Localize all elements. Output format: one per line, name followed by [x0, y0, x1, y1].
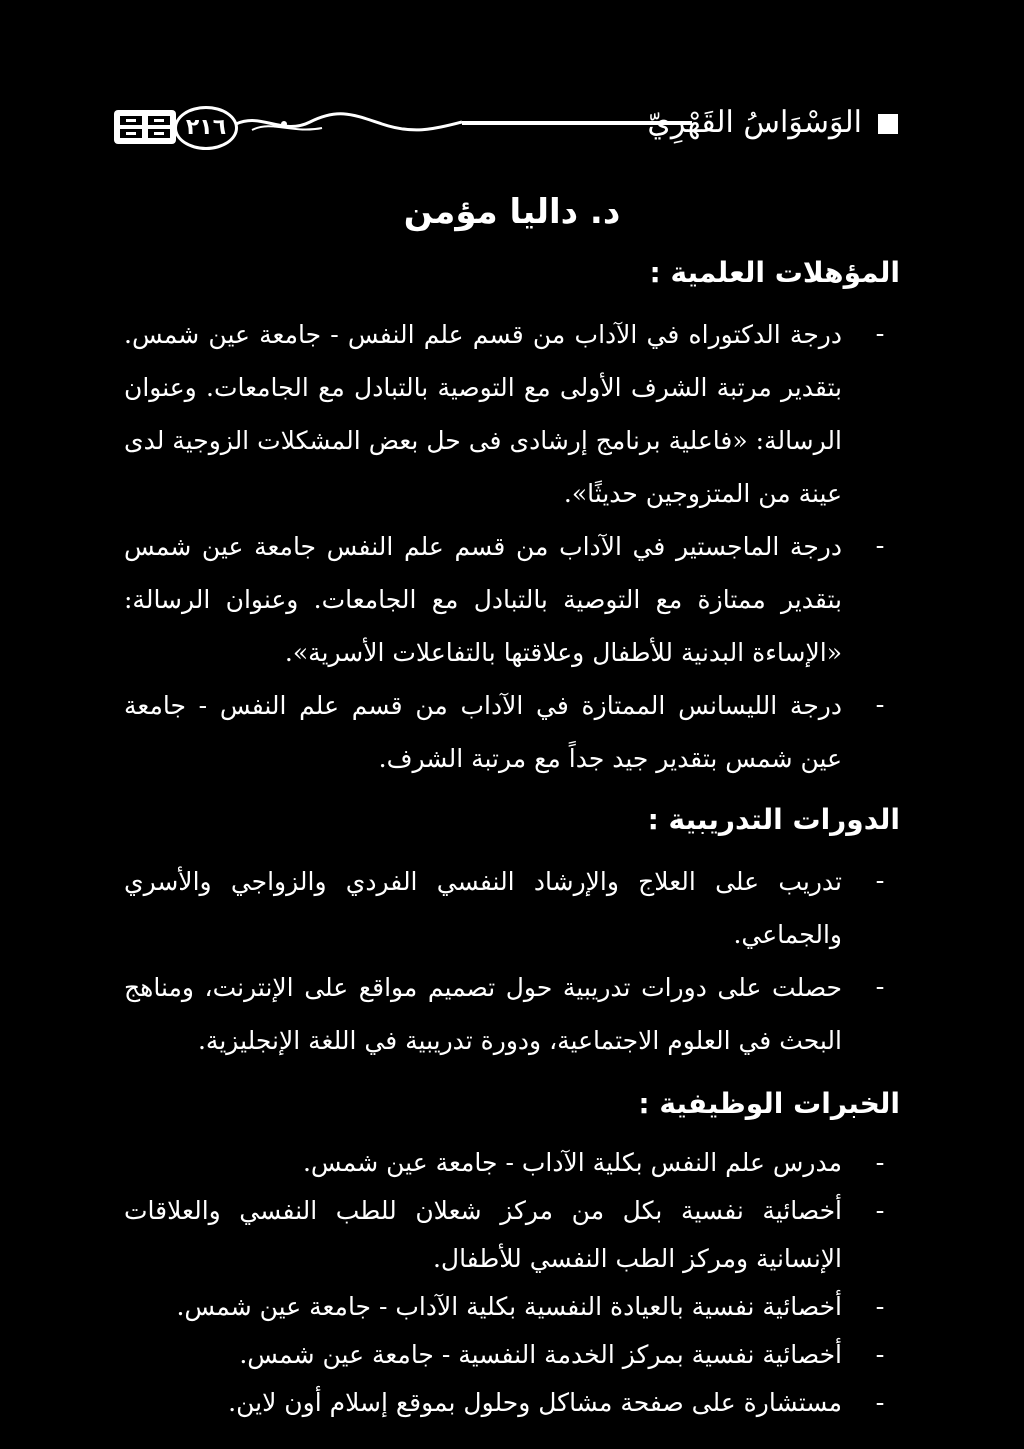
list-item — [124, 855, 900, 961]
dash-bullet: - — [875, 690, 885, 720]
flourish-icon — [232, 110, 462, 140]
section-experience — [124, 1077, 900, 1427]
list-item — [124, 679, 900, 785]
section-title: المؤهلات العلمية : — [649, 256, 900, 289]
dash-bullet: - — [875, 1196, 885, 1226]
page-number: ٢١٦ — [174, 106, 238, 150]
item-text: أخصائية نفسية بالعيادة النفسية بكلية الآداب - جامعة عين شمس. — [176, 1292, 842, 1321]
dash-bullet: - — [875, 972, 885, 1002]
header-square-icon — [878, 114, 898, 134]
list-item — [124, 520, 900, 679]
section-qualifications — [124, 246, 900, 785]
dash-bullet: - — [875, 319, 885, 349]
bio-content — [124, 246, 900, 1435]
section-title: الدورات التدريبية : — [647, 803, 900, 836]
item-text: مدرس علم النفس بكلية الآداب - جامعة عين شمس. — [302, 1148, 842, 1177]
dash-bullet: - — [875, 1148, 885, 1178]
item-text: أخصائية نفسية بمركز الخدمة النفسية - جامعة عين شمس. — [239, 1340, 842, 1369]
list-item — [124, 1283, 900, 1331]
item-text: درجة الليسانس الممتازة في الآداب من قسم علم النفس - جامعة عين شمس بتقدير جيد جداً مع مرتبة الشرف. — [124, 691, 842, 773]
item-text: تدريب على العلاج والإرشاد النفسي الفردي والزواجي والأسري والجماعي. — [124, 867, 842, 949]
list-item — [124, 961, 900, 1067]
item-text: أخصائية نفسية بكل من مركز شعلان للطب النفسي والعلاقات الإنسانية ومركز الطب النفسي للأطفال. — [124, 1196, 842, 1273]
list-item — [124, 1331, 900, 1379]
running-header — [112, 92, 898, 162]
dash-bullet: - — [875, 866, 885, 896]
section-training — [124, 793, 900, 1067]
dash-bullet: - — [875, 1292, 885, 1322]
ornament-icon — [112, 104, 182, 150]
list-item — [124, 308, 900, 520]
dash-bullet: - — [875, 531, 885, 561]
author-name: د. داليا مؤمن — [403, 192, 621, 232]
dash-bullet: - — [875, 1388, 885, 1418]
item-text: درجة الماجستير في الآداب من قسم علم النفس جامعة عين شمس بتقدير ممتازة مع التوصية بالتبادل مع الجامعات. وعنوان الرسالة: «الإساءة البدنية للأطفال وعلاقتها بالتفاعلات الأسرية». — [124, 532, 842, 667]
item-text: درجة الدكتوراه في الآداب من قسم علم النفس - جامعة عين شمس. بتقدير مرتبة الشرف الأولى مع التوصية بالتبادل مع الجامعات. وعنوان الرسالة: «فاعلية برنامج إرشادى فى حل بعض المشكلات الزوجية لدى عينة من المتزوجين حديثًا». — [124, 320, 842, 508]
list-item — [124, 1187, 900, 1283]
dash-bullet: - — [875, 1340, 885, 1370]
book-title: الوَسْوَاسُ القَهْرِيّ — [647, 105, 862, 140]
item-text: حصلت على دورات تدريبية حول تصميم مواقع على الإنترنت، ومناهج البحث في العلوم الاجتماعية، ودورة تدريبية في اللغة الإنجليزية. — [124, 973, 842, 1055]
list-item — [124, 1139, 900, 1187]
section-title: الخبرات الوظيفية : — [638, 1087, 900, 1120]
list-item — [124, 1379, 900, 1427]
item-text: مستشارة على صفحة مشاكل وحلول بموقع إسلام أون لاين. — [228, 1388, 842, 1417]
